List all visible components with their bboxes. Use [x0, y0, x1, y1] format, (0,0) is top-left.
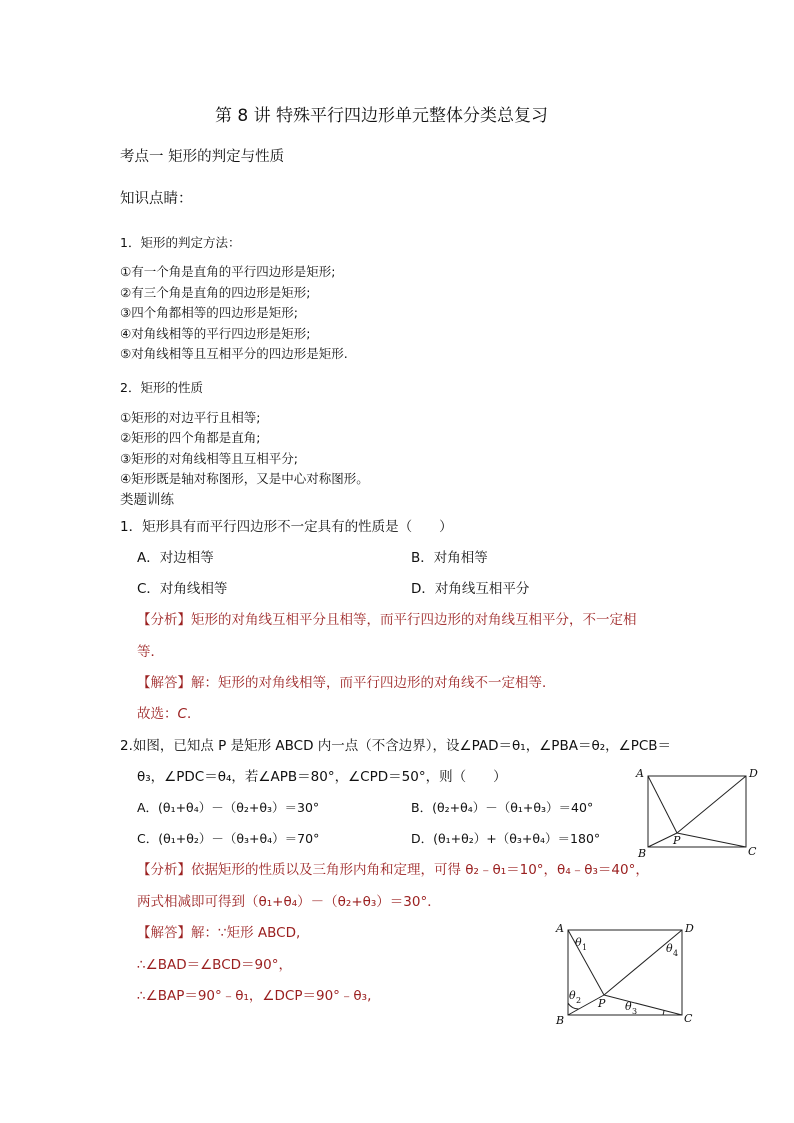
- angle-theta2-subscript: 2: [576, 996, 582, 1005]
- q1-answer: [137, 677, 556, 691]
- segment-cp: [604, 995, 682, 1015]
- analysis-tag: 【分析】: [137, 612, 191, 628]
- vertex-a-label: A: [636, 767, 644, 780]
- q2-stem-line1: 2.如图，已知点 P 是矩形 ABCD 内一点（不含边界），设∠PAD＝θ₁，∠PBA＝θ₂，∠PCB＝: [120, 738, 672, 754]
- properties-heading: 2．矩形的性质: [120, 380, 203, 395]
- vertex-b-label: B: [638, 847, 647, 860]
- q2-option-b: B．(θ₂+θ₄）－（θ₁+θ₃）＝40°: [411, 800, 594, 815]
- q1-option-a: A．对边相等: [137, 550, 214, 566]
- q1-analysis-cont: 等．: [137, 644, 164, 660]
- page-title: 第 8 讲 特殊平行四边形单元整体分类总复习: [215, 106, 549, 126]
- segment-dp: [604, 930, 682, 995]
- q1-option-d: D．对角线互相平分: [411, 581, 530, 597]
- q2-stem-line2: θ₃，∠PDC＝θ₄，若∠APB＝80°，∠CPD＝50°，则（ ）: [137, 769, 507, 785]
- judgment-item: ①有一个角是直角的平行四边形是矩形;: [120, 264, 336, 279]
- q2-option-a: A．(θ₁+θ₄）－（θ₂+θ₃）＝30°: [137, 800, 320, 815]
- q2-analysis-cont: 两式相减即可得到（θ₁+θ₄）－（θ₂+θ₃）＝30°．: [137, 894, 441, 910]
- angle-theta1-subscript: 1: [582, 943, 588, 952]
- q2-answer: [137, 927, 300, 941]
- angle-theta1-label: θ: [575, 936, 582, 949]
- q2-answer-line3: ∴∠BAP＝90°﹣θ₁，∠DCP＝90°﹣θ₃,: [137, 988, 372, 1004]
- judgment-item: ②有三个角是直角的四边形是矩形;: [120, 285, 311, 300]
- property-item: ①矩形的对边平行且相等;: [120, 410, 261, 425]
- vertex-c-label: C: [684, 1012, 693, 1025]
- q2-option-c: C．(θ₁+θ₂）－（θ₃+θ₄）＝70°: [137, 831, 320, 846]
- point-p-label: P: [598, 997, 606, 1010]
- judgment-item: ④对角线相等的平行四边形是矩形;: [120, 326, 311, 341]
- segment-cp: [677, 833, 746, 847]
- analysis-text: 依据矩形的性质以及三角形内角和定理，可得 θ₂﹣θ₁＝10°，θ₄﹣θ₃＝40°，: [191, 862, 649, 878]
- angle-theta3-label: θ: [625, 1000, 632, 1013]
- vertex-d-label: D: [749, 767, 758, 780]
- angle-theta3-subscript: 3: [632, 1007, 638, 1016]
- segment-bp: [568, 995, 604, 1015]
- angle-arc-theta2: [568, 1003, 579, 1009]
- judgment-item: ③四个角都相等的四边形是矩形;: [120, 305, 298, 320]
- rectangle-abcd: [568, 930, 682, 1015]
- choice-prefix: 故选：: [137, 706, 178, 722]
- q2-option-d: D．(θ₁+θ₂）+（θ₃+θ₄）＝180°: [411, 831, 601, 846]
- segment-ap: [568, 930, 604, 995]
- answer-text: 解：∵矩形 ABCD,: [191, 925, 301, 941]
- segment-dp: [677, 776, 746, 833]
- q2-answer-line2: ∴∠BAD＝∠BCD＝90°，: [137, 957, 292, 973]
- q1-option-b: B．对角相等: [411, 550, 488, 566]
- angle-theta2-label: θ: [569, 989, 576, 1002]
- vertex-c-label: C: [748, 845, 757, 858]
- angle-theta4-subscript: 4: [673, 949, 679, 958]
- segment-bp: [648, 833, 677, 847]
- angle-theta4-label: θ: [666, 942, 673, 955]
- knowledge-heading: 知识点睛：: [120, 191, 193, 207]
- vertex-b-label: B: [556, 1014, 565, 1027]
- angle-arc-theta3: [663, 1010, 664, 1015]
- property-item: ④矩形既是轴对称图形，又是中心对称图形。: [120, 471, 369, 486]
- answer-tag: 【解答】: [137, 675, 191, 691]
- q1-choice: [137, 708, 200, 722]
- point-p-label: P: [673, 834, 681, 847]
- judgment-heading: 1．矩形的判定方法：: [120, 235, 241, 250]
- analysis-text: 矩形的对角线互相平分且相等，而平行四边形的对角线互相平分，不一定相: [191, 612, 637, 628]
- property-item: ③矩形的对角线相等且互相平分;: [120, 451, 298, 466]
- q1-option-c: C．对角线相等: [137, 581, 228, 597]
- judgment-item: ⑤对角线相等且互相平分的四边形是矩形.: [120, 346, 348, 361]
- answer-text: 解：矩形的对角线相等，而平行四边形的对角线不一定相等．: [191, 675, 556, 691]
- practice-heading: 类题训练: [120, 492, 174, 508]
- q1-stem: 1．矩形具有而平行四边形不一定具有的性质是（ ）: [120, 519, 453, 535]
- choice-suffix: ．: [186, 706, 201, 722]
- vertex-a-label: A: [556, 922, 564, 935]
- choice-value: C: [177, 706, 187, 722]
- analysis-tag: 【分析】: [137, 862, 191, 878]
- q1-analysis: [137, 614, 637, 628]
- property-item: ②矩形的四个角都是直角;: [120, 430, 261, 445]
- answer-tag: 【解答】: [137, 925, 191, 941]
- rectangle-abcd: [648, 776, 746, 847]
- vertex-d-label: D: [685, 922, 694, 935]
- segment-ap: [648, 776, 677, 833]
- section-heading: 考点一 矩形的判定与性质: [120, 149, 285, 165]
- q2-analysis: [137, 864, 649, 878]
